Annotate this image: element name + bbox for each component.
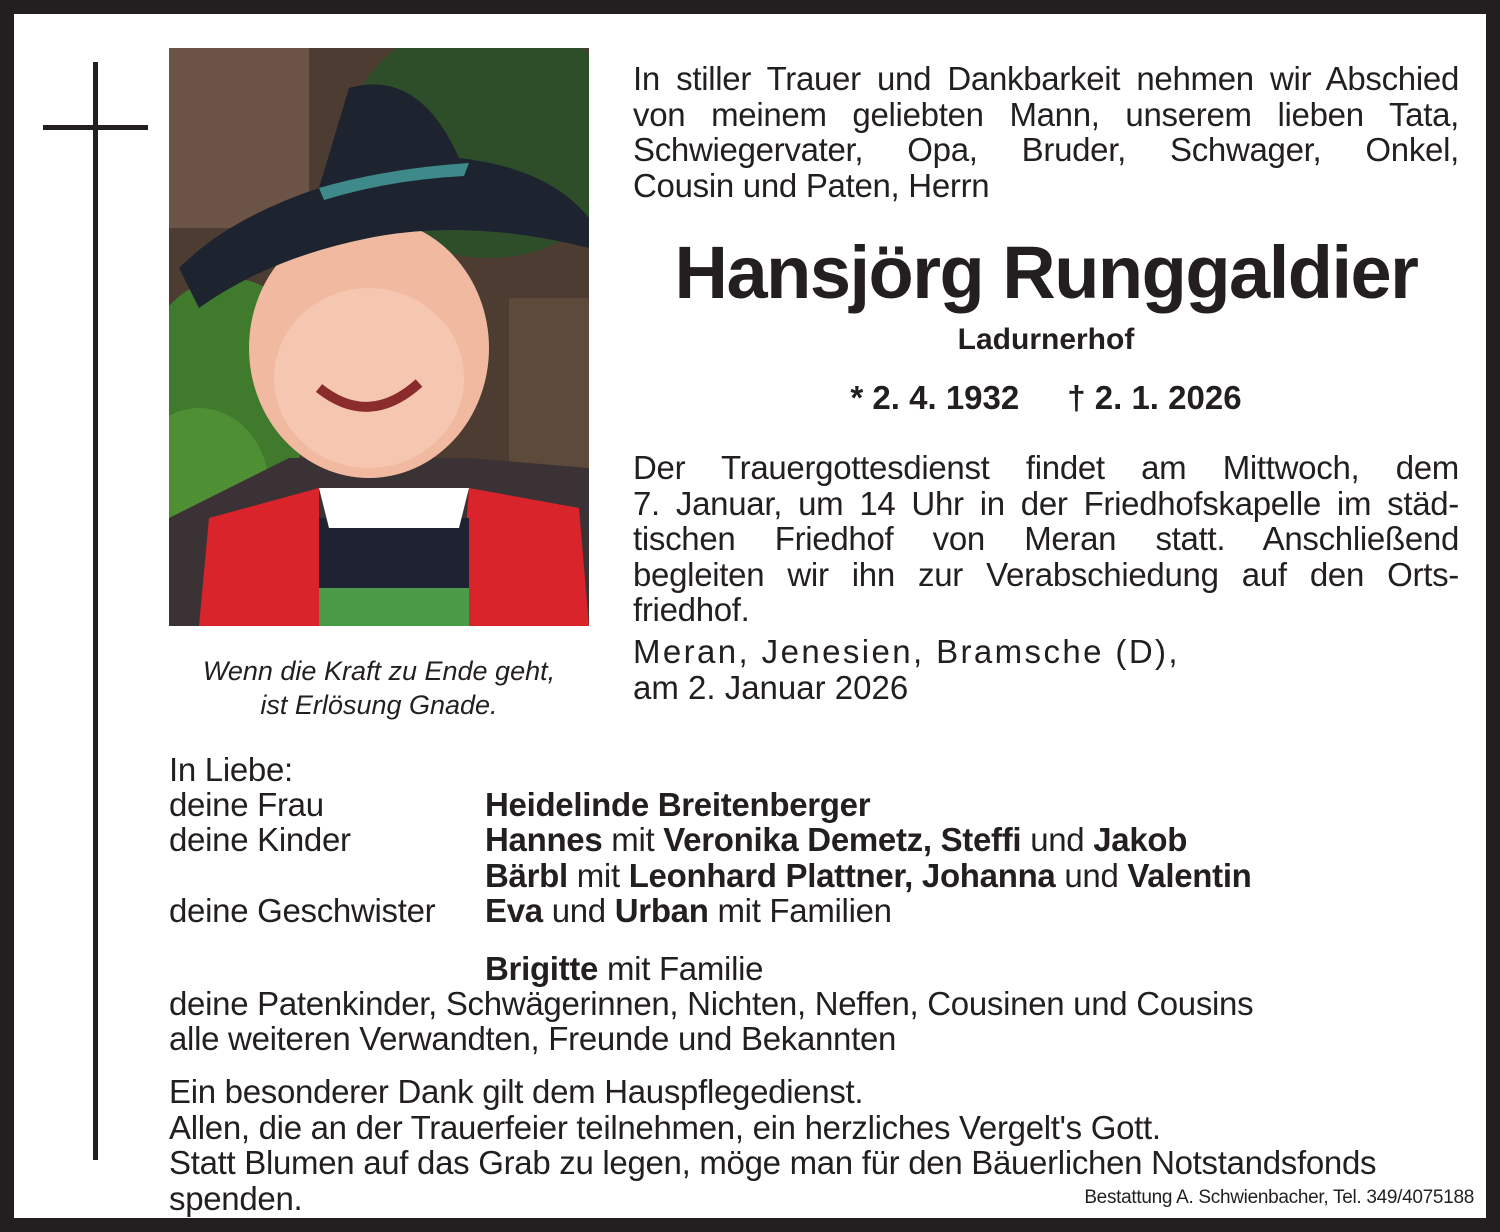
mourner-label: deine Frau [169,786,324,824]
mourner-row-sibling-2: Brigitte mit Familie [485,950,764,988]
mourner-name: Jakob [1093,821,1188,859]
farm-name: Ladurnerhof [957,323,1135,356]
thanks-line: Statt Blumen auf das Grab zu legen, möge man für den Bäuerlichen Notstandsfonds [169,1144,1377,1181]
motto-quote [169,654,589,722]
undertaker-contact: Bestattung A. Schwienbacher, Tel. 349/4075188 [1084,1187,1474,1208]
mourner-name: Hannes [485,821,603,859]
mourner-godchildren: deine Patenkinder, Schwägerinnen, Nichten, Neffen, Cousinen und Cousins [169,985,1254,1023]
service-line: 7. Januar, um 14 Uhr in der Friedhofskapelle im städ- [633,484,1459,522]
mourner-row-child-2: Bärbl mit Leonhard Plattner, Johanna und Valentin [485,856,1252,894]
mourner-name: Valentin [1127,856,1252,894]
birth-date: * 2. 4. 1932 [850,379,1020,416]
obituary-page [14,14,1486,1218]
intro-line: Cousin und Paten, Herrn [633,166,990,204]
intro-line: von meinem geliebten Mann, unserem lieben Tata, [633,95,1459,133]
service-line: friedhof. [633,591,750,628]
mourner-label: deine Geschwister [169,891,436,929]
cross-icon-vertical-bar [93,62,98,1160]
mourner-name: Eva [485,891,543,929]
thanks-line: Allen, die an der Trauerfeier teilnehmen, ein herzliches Vergelt's Gott. [169,1108,1161,1146]
motto-line-2: ist Erlösung Gnade. [260,690,498,720]
thanks-line: Ein besonderer Dank gilt dem Hauspflegedienst. [169,1073,864,1110]
intro-line: In stiller Trauer und Dankbarkeit nehmen wir Abschied [633,60,1459,97]
mourner-name: Leonhard Plattner, Johanna [628,856,1056,894]
mourner-name: Heidelinde Breitenberger [485,786,871,824]
life-dates [633,376,1459,420]
deceased-name: Hansjörg Runggaldier [674,231,1418,314]
mourners-heading: In Liebe: [169,751,293,788]
intro-line: Schwiegervater, Opa, Bruder, Schwager, Onkel, [633,131,1459,168]
portrait-photo [169,48,589,626]
mourner-row-siblings: deine Geschwister Eva und Urban mit Familien [169,891,892,929]
mourner-row-child-1: deine Kinder Hannes mit Veronika Demetz, Steffi und Jakob [169,821,1188,859]
mourners-list [169,752,1469,1057]
cross-icon-horizontal-bar [43,125,148,130]
mourner-name: Brigitte [485,950,599,988]
service-paragraph [633,450,1459,628]
thanks-line: spenden. [169,1179,303,1217]
announcement-date: am 2. Januar 2026 [633,668,909,706]
intro-paragraph [633,61,1459,203]
service-line: begleiten wir ihn zur Verabschiedung auf den Orts- [633,555,1459,593]
service-line: Der Trauergottesdienst findet am Mittwoch, dem [633,449,1459,486]
motto-line-1: Wenn die Kraft zu Ende geht, [202,656,556,686]
death-date: † 2. 1. 2026 [1067,379,1242,416]
mourner-label: deine Kinder [169,821,351,859]
service-line: tischen Friedhof von Meran statt. Anschließend [633,520,1459,557]
mourner-name: Veronika Demetz, Steffi [663,821,1022,859]
mourner-others: alle weiteren Verwandten, Freunde und Bekannten [169,1020,897,1058]
mourner-row-wife [169,787,1469,822]
portrait-illustration-icon [169,48,589,626]
place-and-date [633,634,1459,705]
mourner-name: Bärbl [485,856,568,894]
mourner-name: Urban [614,891,709,929]
locations: Meran, Jenesien, Bramsche (D), [633,633,1181,670]
